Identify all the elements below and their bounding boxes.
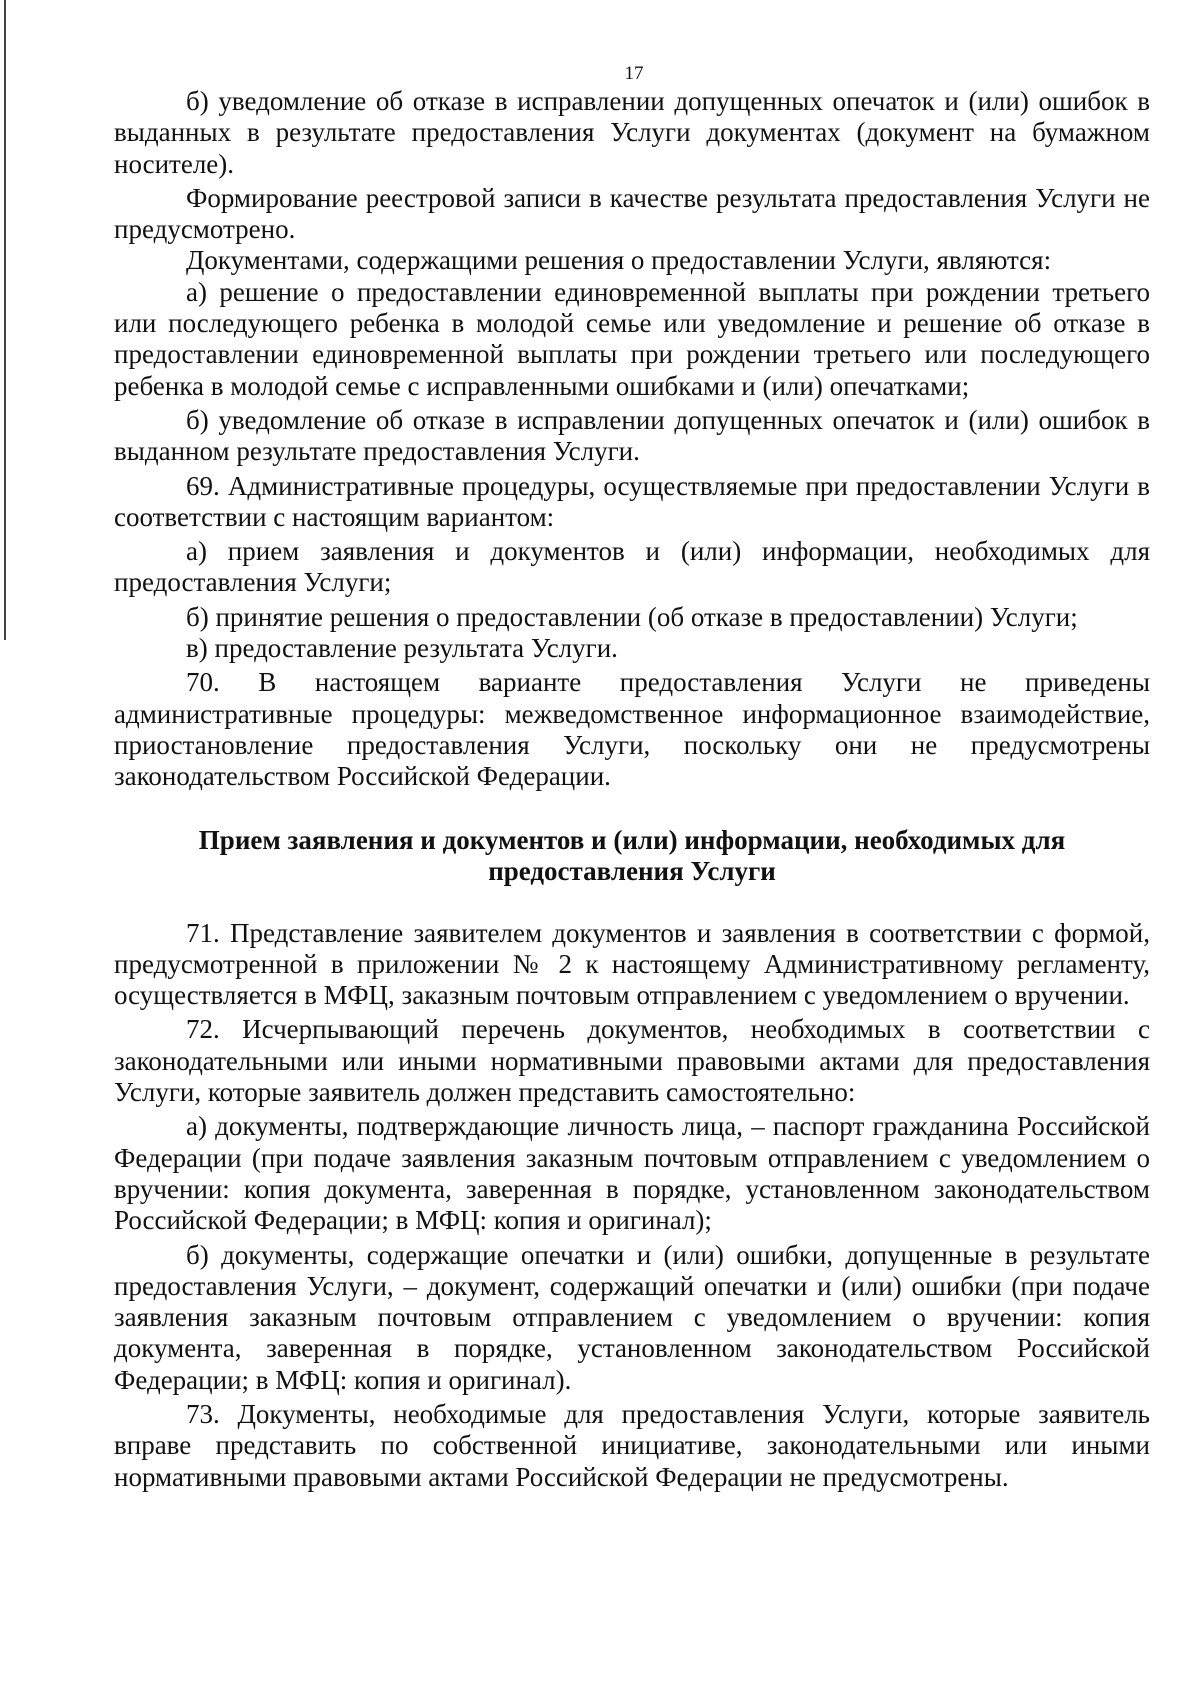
section-heading [114,825,1150,888]
paragraph: б) уведомление об отказе в исправлении допущенных опечаток и (или) ошибок в выданных в результате предоставления Услуги документах (документ на бумажном носителе). [114,86,1150,179]
paragraph: а) документы, подтверждающие личность лица, – паспорт гражданина Российской Федерации (при подаче заявления заказным почтовым отправлением с уведомлением о вручении: копия документа, заверенная в порядке, установленном законодательством Российской Федерации; в МФЦ: копия и оригинал); [114,1111,1150,1236]
document-body [114,86,1150,1493]
page-number: 17 [624,63,644,84]
paragraph: 71. Представление заявителем документов и заявления в соответствии с формой, предусмотренной в приложении № 2 к настоящему Административному регламенту, осуществляется в МФЦ, заказным почтовым отправлением с уведомлением о вручении. [114,917,1150,1011]
paragraph: 72. Исчерпывающий перечень документов, необходимых в соответствии с законодательными или иными нормативными правовыми актами для предоставления Услуги, которые заявитель должен представить самостоятельно: [114,1014,1150,1108]
paragraph: Документами, содержащими решения о предоставлении Услуги, являются: [186,245,1052,276]
paragraph: в) предоставление результата Услуги. [186,633,618,664]
paragraph: а) решение о предоставлении единовременной выплаты при рождении третьего или последующего ребенка в молодой семье или уведомление и решение об отказе в предоставлении единовременной выплаты при рождении третьего или последующего ребенка в молодой семье с исправленными ошибками и (или) опечатками; [114,276,1150,401]
section-heading-line: Прием заявления и документов и (или) информации, необходимых для [198,824,1066,855]
paragraph: 70. В настоящем варианте предоставления Услуги не приведены административные процедуры: межведомственное информационное взаимодействие, приостановление предоставления Услуги, поскольку они не предусмотрены законодательством Российской Федерации. [114,667,1150,792]
section-heading-line: предоставления Услуги [488,856,776,887]
paragraph: б) принятие решения о предоставлении (об отказе в предоставлении) Услуги; [186,601,1078,632]
paragraph: б) уведомление об отказе в исправлении допущенных опечаток и (или) ошибок в выданном результате предоставления Услуги. [114,404,1150,467]
paragraph: а) прием заявления и документов и (или) информации, необходимых для предоставления Услуги; [114,536,1150,598]
scan-edge-line [4,0,6,640]
paragraph: б) документы, содержащие опечатки и (или) ошибки, допущенные в результате предоставления Услуги, – документ, содержащий опечатки и (или) ошибки (при подаче заявления заказным почтовым отправлением с уведомлением о вручении: копия документа, заверенная в порядке, установленном законодательством Российской Федерации; в МФЦ: копия и оригинал). [114,1239,1150,1395]
paragraph: 73. Документы, необходимые для предоставления Услуги, которые заявитель вправе представить по собственной инициативе, законодательными или иными нормативными правовыми актами Российской Федерации не предусмотрены. [114,1398,1150,1492]
paragraph: Формирование реестровой записи в качестве результата предоставления Услуги не предусмотрено. [114,182,1150,245]
paragraph: 69. Административные процедуры, осуществляемые при предоставлении Услуги в соответствии с настоящим вариантом: [114,470,1150,532]
